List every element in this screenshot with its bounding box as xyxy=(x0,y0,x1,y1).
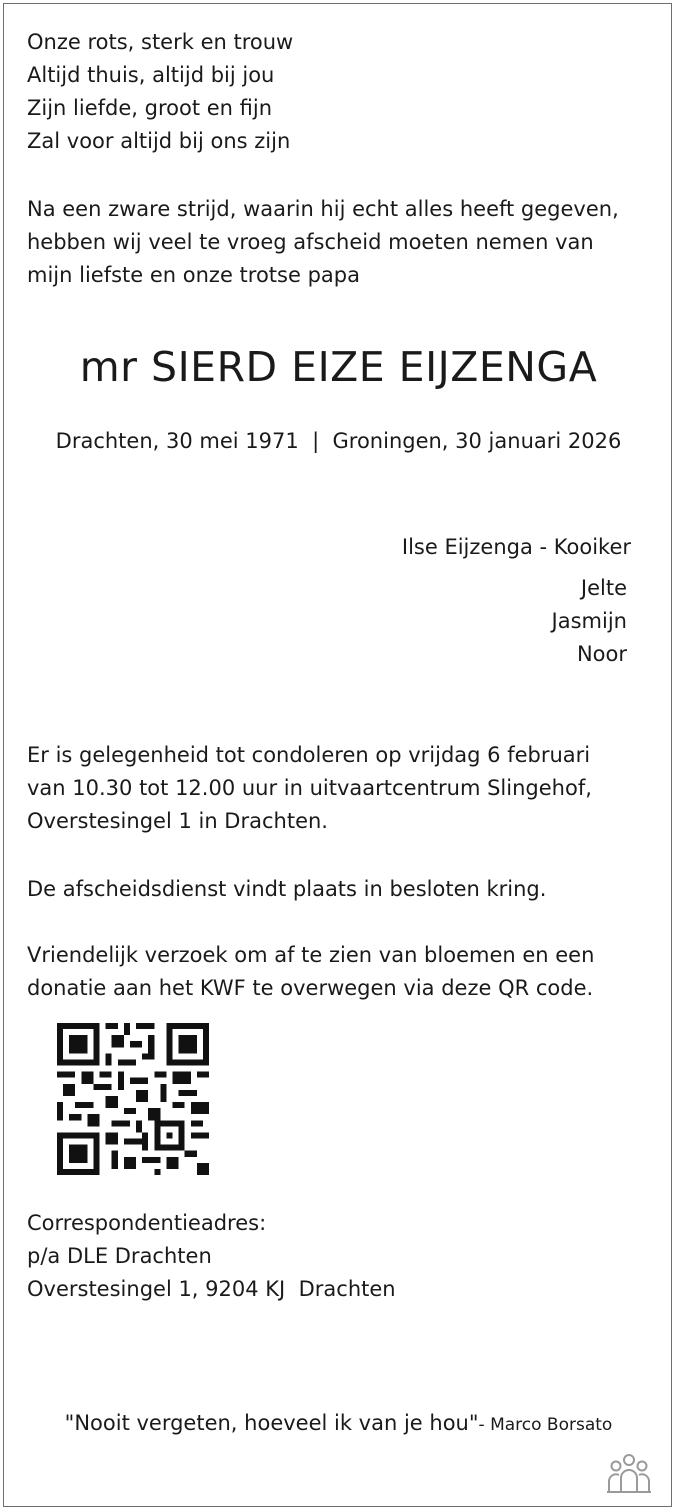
poem-line: Zijn liefde, groot en fijn xyxy=(27,96,273,120)
people-group-icon xyxy=(605,1452,653,1496)
address-line: p/a DLE Drachten xyxy=(27,1244,212,1268)
address-line: Overstesingel 1, 9204 KJ Drachten xyxy=(27,1277,396,1301)
closing-quote xyxy=(4,1406,673,1442)
poem-line: Altijd thuis, altijd bij jou xyxy=(27,63,275,87)
birth-death-dates: Drachten, 30 mei 1971 | Groningen, 30 januari 2026 xyxy=(55,429,622,453)
deceased-name: mr SIERD EIZE EIJZENGA xyxy=(79,343,598,391)
condolence-info xyxy=(27,739,592,838)
child-name: Jelte xyxy=(580,576,627,600)
quote-text: "Nooit vergeten, hoeveel ik van je hou" xyxy=(64,1411,479,1435)
poem-line: Onze rots, sterk en trouw xyxy=(27,30,294,54)
intro-text xyxy=(27,193,619,292)
address-line: Correspondentieadres: xyxy=(27,1211,267,1235)
donation-request xyxy=(27,939,594,1005)
children-list xyxy=(552,572,627,671)
correspondence-address xyxy=(27,1207,396,1306)
intro-line: mijn liefste en onze trotse papa xyxy=(27,263,360,287)
qr-code-icon[interactable] xyxy=(57,1023,209,1175)
obituary-card xyxy=(3,3,672,1507)
intro-line: Na een zware strijd, waarin hij echt alles heeft gegeven, xyxy=(27,197,619,221)
child-name: Jasmijn xyxy=(551,609,627,633)
condolence-line: van 10.30 tot 12.00 uur in uitvaartcentrum Slingehof, xyxy=(27,776,592,800)
service-info: De afscheidsdienst vindt plaats in besloten kring. xyxy=(27,877,547,901)
request-line: Vriendelijk verzoek om af te zien van bloemen en een xyxy=(27,943,595,967)
poem xyxy=(27,26,293,158)
intro-line: hebben wij veel te vroeg afscheid moeten nemen van xyxy=(27,230,594,254)
child-name: Noor xyxy=(576,642,627,666)
poem-line: Zal voor altijd bij ons zijn xyxy=(27,129,291,153)
condolence-line: Overstesingel 1 in Drachten. xyxy=(27,809,328,833)
quote-author: - Marco Borsato xyxy=(478,1415,613,1435)
condolence-line: Er is gelegenheid tot condoleren op vrijdag 6 februari xyxy=(27,743,591,767)
spouse-name: Ilse Eijzenga - Kooiker xyxy=(401,535,631,559)
request-line: donatie aan het KWF te overwegen via deze QR code. xyxy=(27,976,594,1000)
